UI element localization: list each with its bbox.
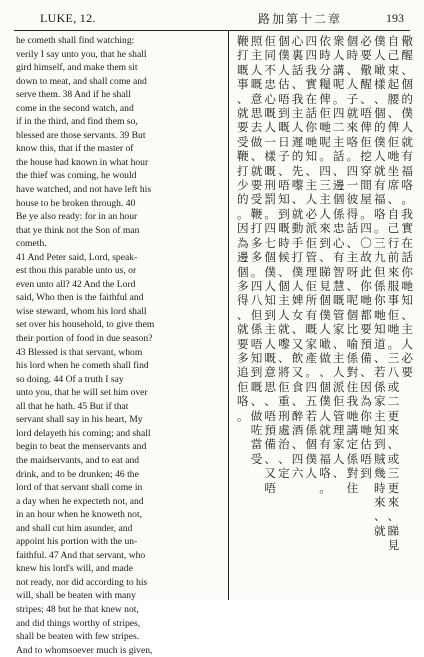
english-text-line: will, shall be beaten with many xyxy=(16,590,136,602)
english-text-line: the house had known in what hour xyxy=(16,156,149,168)
chinese-column xyxy=(236,34,414,596)
english-text-line: 41 And Peter said, Lord, speak- xyxy=(16,251,138,263)
chinese-text-column: 個 僕 人 估 唔 到 嘅 日 子 、 唔 知 到 嘅 時 候 、 個 主 人 就 嚟 、 將 佢 重 刑 處 治 、 定 xyxy=(278,34,290,481)
english-text-line: Be ye also ready: for in an hour xyxy=(16,211,138,223)
english-text-line: down to meat, and shall come and xyxy=(16,75,147,87)
english-text-line: wise steward, whom his lord shall xyxy=(16,305,147,317)
english-text-line: serve them. 38 And if he shall xyxy=(16,89,131,101)
english-text-line: blessed are those servants. 39 But xyxy=(16,129,146,141)
chinese-text-column: 儆 醒 、 個 的 僕 人 就 有 福 咯 。 我 實 在 話 你 哋 知 、 主 人 必 要 xyxy=(401,34,413,380)
chinese-text-column: 自 己 束 起 腰 、 俾 佢 哋 坐 席 、 自 己 行 前 來 服 事 佢 哋 。 三 八 或 二 更 來 、 或 三 更 來 、 睇 見 xyxy=(387,34,400,553)
english-text-line: begin to beat the menservants and xyxy=(16,441,147,453)
english-text-line: cometh. xyxy=(16,238,47,250)
english-text-line: set over his household, to give them xyxy=(16,319,155,331)
chinese-text-column: 心 裏 話 、 我 主 人 遲 的 先 嚟 、 就 動 手 打 僕 人 婢 女 、 又 飲 又 食 、 醉 酒 、 四 六 xyxy=(291,34,304,481)
chinese-text-column: 必 要 儆 醒 、 唔 俾 佢 挖 穿 間 屋 。 四 〇 故 此 你 哋 都 要 預 備 、 因 為 你 哋 估 唔 到 xyxy=(360,34,372,481)
english-text-line: And to whomsoever much is given, xyxy=(16,644,153,656)
chinese-text-column: 個 時 、 人 子 就 來 咯 。 四 一 彼 得 話 、 主 呀 、 呢 個 比 喻 係 對 住 我 哋 講 定 係 對 住 xyxy=(346,34,359,495)
english-text-line: know this, that if the master of xyxy=(16,143,134,155)
chinese-text-column: 僕 人 噉 樣 、 個 的 僕 人 就 有 福 咯 。 三 九 但 係 你 哋 知 道 、 若 係 家 主 知 到 賊 幾 時 來 、 就 xyxy=(373,34,386,538)
page-header xyxy=(14,6,410,31)
english-text-line: all that he hath. 45 But if that xyxy=(16,400,129,412)
english-text-line: the thief was coming, he would xyxy=(16,170,137,182)
english-text-line: a day when he expecteth not, and xyxy=(16,495,144,507)
english-text-line: and did things worthy of stripes, xyxy=(16,617,141,629)
chinese-text-column: 照 主 人 嘅 意 思 去 做 、 就 要 受 鞭 打 多 多 。 四 八 但 係 唔 知 到 嘅 、 做 咗 當 受 xyxy=(250,34,263,466)
english-text-line: lord delayeth his coming; and shall xyxy=(16,427,151,439)
english-text-line: he cometh shall find watching: xyxy=(16,35,135,46)
chinese-text-column: 佢 同 不 忠 心 嘅 人 一 樣 嘅 刑 罰 。 四 七 個 僕 人 知 到 主 人 嘅 意 思 、 唔 預 備 、 又 唔 xyxy=(264,34,277,495)
chinese-text-column: 依 時 分 糧 俾 佢 哋 呢 。 四 三 主 人 來 到 、 睇 見 個 僕 人 噉 做 、 個 僕 人 就 有 福 咯 。 xyxy=(319,34,331,495)
column-divider xyxy=(228,30,229,600)
english-text-line: house to be broken through. 40 xyxy=(16,197,136,209)
english-text-line: drink, and to be drunken; 46 the xyxy=(16,468,139,480)
english-text-line: unto you, that he will set him over xyxy=(16,387,148,399)
running-head-chinese: 路加第十二章 xyxy=(258,12,343,26)
english-text-line: verily I say unto you, that he shall xyxy=(16,48,147,60)
english-column xyxy=(16,34,224,656)
english-text-line: their portion of food in due season? xyxy=(16,333,153,345)
english-text-line: his lord when he cometh shall find xyxy=(16,360,149,372)
english-text-line: est thou this parable unto us, or xyxy=(16,265,137,277)
english-text-line: not ready, nor did according to his xyxy=(16,576,148,588)
english-text-line: come in the second watch, and xyxy=(16,102,134,114)
english-text-line: faithful. 47 And that servant, who xyxy=(16,549,146,561)
english-text-line: gird himself, and make them sit xyxy=(16,62,138,74)
running-head-book: LUKE, 12. xyxy=(40,11,96,25)
english-text-line: 43 Blessed is that servant, whom xyxy=(16,346,143,358)
english-text-line: said, Who then is the faithful and xyxy=(16,292,144,304)
english-text-line: the maidservants, and to eat and xyxy=(16,454,140,466)
english-text-line: servant shall say in his heart, My xyxy=(16,414,143,426)
english-text-line: have watched, and not have left his xyxy=(16,184,152,196)
english-text-line: that ye think not the Son of man xyxy=(16,224,140,236)
page-number: 193 xyxy=(386,11,404,25)
english-text-line: and shall cut him asunder, and xyxy=(16,522,133,534)
english-text-line: even unto all? 42 And the Lord xyxy=(16,278,136,290)
english-text-line: in an hour when he knoweth not, xyxy=(16,509,143,521)
chinese-text-column: 鞭 打 嘅 事 、 就 要 受 鞭 打 少 的 。 因 為 邊 個 多 得 、 就 要 多 追 佢 咯 。 xyxy=(237,34,249,423)
english-text-line: if in the third, and find them so, xyxy=(16,116,138,128)
chinese-text-column: 四 四 我 實 在 話 你 哋 知 、 主 人 必 派 佢 管 理 佢 所 有 嘅 家 產 。 四 五 若 係 個 僕 人 xyxy=(305,34,318,481)
english-text-line: appoint his portion with the un- xyxy=(16,536,138,548)
chinese-text-column: 衆 人 講 呢 。 四 二 主 話 、 邊 個 係 忠 心 有 智 慧 嘅 管 家 、 主 人 派 佢 管 理 家 人 、 xyxy=(332,34,345,481)
english-text-line: so doing. 44 Of a truth I say xyxy=(16,373,124,385)
english-text-line: stripes; 48 but he that knew not, xyxy=(16,603,139,615)
english-text-line: shall be beaten with few stripes. xyxy=(16,631,140,643)
english-text-line: lord of that servant shall come in xyxy=(16,482,143,494)
english-text-line: knew his lord's will, and made xyxy=(16,563,133,575)
